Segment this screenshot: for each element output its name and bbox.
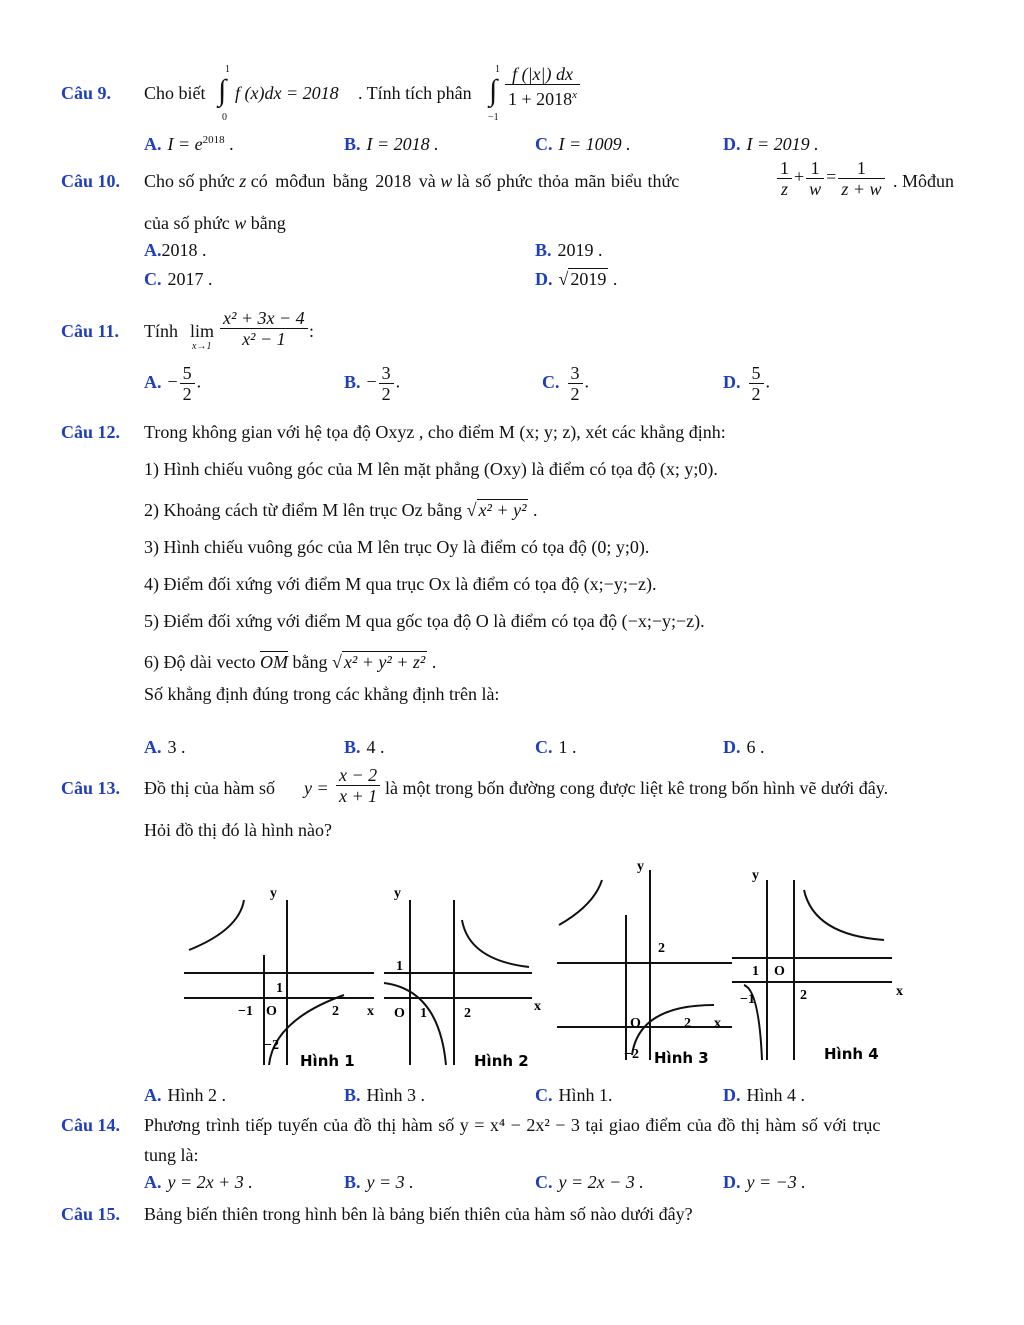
option-b[interactable]: B. 4 . [344, 737, 385, 757]
svg-text:y: y [394, 886, 401, 901]
question-text: Tính [144, 321, 178, 341]
option-d[interactable]: D. y = −3 . [723, 1172, 806, 1192]
option-a[interactable]: A. y = 2x + 3 . [144, 1172, 253, 1192]
svg-text:2: 2 [464, 1006, 471, 1021]
option-b[interactable]: B. Hình 3 . [344, 1085, 426, 1105]
svg-text:O: O [266, 1004, 277, 1019]
question-text: Bảng biến thiên trong hình bên là bảng biến thiên của hàm số nào dưới đây? [144, 1204, 693, 1224]
svg-text:1: 1 [752, 964, 759, 979]
question-number: Câu 12. [61, 422, 121, 442]
statement-4: 4) Điểm đối xứng với điểm M qua trục Ox là điểm có tọa độ (x;−y;−z). [144, 574, 657, 594]
integral-sign: ∫ [218, 74, 227, 107]
svg-text:1: 1 [420, 1006, 427, 1021]
question-text-line2: Hỏi đồ thị đó là hình nào? [144, 820, 332, 840]
limit-subscript: x→1 [192, 341, 212, 352]
svg-text:2: 2 [658, 941, 665, 956]
integral-upper-limit-2: 1 [495, 64, 500, 75]
option-c[interactable]: C. 1 . [535, 737, 577, 757]
statement-2: 2) Khoảng cách từ điểm M lên trục Oz bằng √ x² + y² . [144, 500, 538, 520]
option-c[interactable]: C. I = 1009 . [535, 134, 631, 154]
svg-text:2: 2 [332, 1004, 339, 1019]
svg-text:2: 2 [684, 1016, 691, 1031]
figure-3 [557, 870, 732, 1060]
option-b[interactable]: B. I = 2018 . [344, 134, 439, 154]
option-d[interactable]: D. $\frac{5}{2}$ . [723, 363, 770, 404]
statement-5: 5) Điểm đối xứng với điểm M qua gốc tọa độ O là điểm có tọa độ (−x;−y;−z). [144, 611, 705, 631]
svg-text:1: 1 [396, 959, 403, 974]
svg-text:y: y [752, 868, 759, 883]
option-c[interactable]: C. y = 2x − 3 . [535, 1172, 644, 1192]
statement-1: 1) Hình chiếu vuông góc của M lên mặt phẳng (Oxy) là điểm có tọa độ (x; y;0). [144, 459, 718, 479]
option-c[interactable]: C. $\frac{3}{2}$ . [542, 363, 589, 404]
statement-6: 6) Độ dài vecto OM bằng √ x² + y² + z² . [144, 652, 437, 672]
svg-text:x: x [896, 984, 903, 999]
svg-text:−2: −2 [624, 1047, 639, 1062]
integral-fraction: $\frac{f (|x|) dx}{1 + 2018^x}$ [505, 64, 580, 109]
question-text: Cho số phức z có môđun bằng 2018 và w là số phức thỏa mãn biểu thức [144, 171, 680, 191]
option-a[interactable]: A. 3 . [144, 737, 186, 757]
option-a[interactable]: A.2018 . [144, 240, 207, 260]
option-b[interactable]: B. − $\frac{3}{2}$ . [344, 363, 401, 404]
question-text-2: . Tính tích phân [358, 83, 472, 103]
graph-figures [184, 855, 904, 1075]
question-text-end: . Môđun [893, 171, 955, 191]
integral-sign-2: ∫ [489, 74, 498, 107]
option-d[interactable]: D. Hình 4 . [723, 1085, 805, 1105]
limit-fraction: $\frac{\text{x² + 3x − 4}}{\text{x² − 1}}$ [220, 308, 308, 349]
conclusion: Số khẳng định đúng trong các khẳng định trên là: [144, 684, 500, 704]
integral-expression: f (x)dx = 2018 [235, 83, 339, 103]
question-number: Câu 15. [61, 1204, 121, 1224]
figure-3-caption: Hình 3 [654, 1049, 709, 1067]
question-number: Câu 11. [61, 321, 120, 341]
figure-2-caption: Hình 2 [474, 1052, 529, 1070]
svg-text:x: x [367, 1004, 374, 1019]
svg-text:−2: −2 [264, 1038, 279, 1053]
fig1-y-label: y [270, 886, 277, 901]
svg-text:O: O [630, 1016, 641, 1031]
question-number: Câu 13. [61, 778, 121, 798]
option-a[interactable]: A. $I = e^{2018}$ . [144, 134, 234, 154]
statement-3: 3) Hình chiếu vuông góc của M lên trục Oy là điểm có tọa độ (0; y;0). [144, 537, 650, 557]
svg-text:y: y [637, 859, 644, 874]
option-d[interactable]: D. √ 2019 . [535, 269, 618, 289]
option-d[interactable]: D. 6 . [723, 737, 765, 757]
integral-lower-limit-2: −1 [488, 112, 499, 123]
question-text: Trong không gian với hệ tọa độ Oxyz , cho điểm M (x; y; z), xét các khẳng định: [144, 422, 726, 442]
svg-text:2: 2 [800, 988, 807, 1003]
question-text-line2: tung là: [144, 1145, 199, 1165]
integral-upper-limit: 1 [225, 64, 230, 75]
option-b[interactable]: B. 2019 . [535, 240, 603, 260]
question-number: Câu 9. [61, 83, 112, 103]
svg-text:−1: −1 [238, 1004, 253, 1019]
integral-lower-limit: 0 [222, 112, 227, 123]
svg-text:−1: −1 [740, 992, 755, 1007]
svg-text:x: x [534, 999, 541, 1014]
question-text: Đồ thị của hàm số [144, 778, 275, 798]
limit-sign: lim [190, 321, 215, 341]
figure-2 [384, 900, 532, 1065]
option-d[interactable]: D. I = 2019 . [723, 134, 819, 154]
svg-text:O: O [394, 1006, 405, 1021]
question-number: Câu 10. [61, 171, 121, 191]
figure-1-caption: Hình 1 [300, 1052, 355, 1070]
question-text-line2: của số phức w bằng [144, 213, 286, 233]
option-a[interactable]: A. Hình 2 . [144, 1085, 226, 1105]
svg-text:1: 1 [276, 981, 283, 996]
question-number: Câu 14. [61, 1115, 121, 1135]
figure-4-caption: Hình 4 [824, 1045, 879, 1063]
question-text: Cho biết [144, 83, 206, 103]
option-a[interactable]: A. − $\frac{5}{2}$ . [144, 363, 202, 404]
option-b[interactable]: B. y = 3 . [344, 1172, 414, 1192]
svg-text:O: O [774, 964, 785, 979]
svg-text:x: x [714, 1016, 721, 1031]
option-c[interactable]: C. Hình 1. [535, 1085, 613, 1105]
function-fraction: $\frac{x - 2}{x + 1}$ [336, 765, 380, 806]
expression: $\frac{1}{z}$ + $\frac{1}{w}$ = $\frac{1}{z + w}$ [775, 158, 887, 199]
option-c[interactable]: C. 2017 . [144, 269, 213, 289]
question-text: Phương trình tiếp tuyến của đồ thị hàm số y = x⁴ − 2x² − 3 tại giao điểm của đồ thị hàm số với trục [144, 1115, 881, 1135]
